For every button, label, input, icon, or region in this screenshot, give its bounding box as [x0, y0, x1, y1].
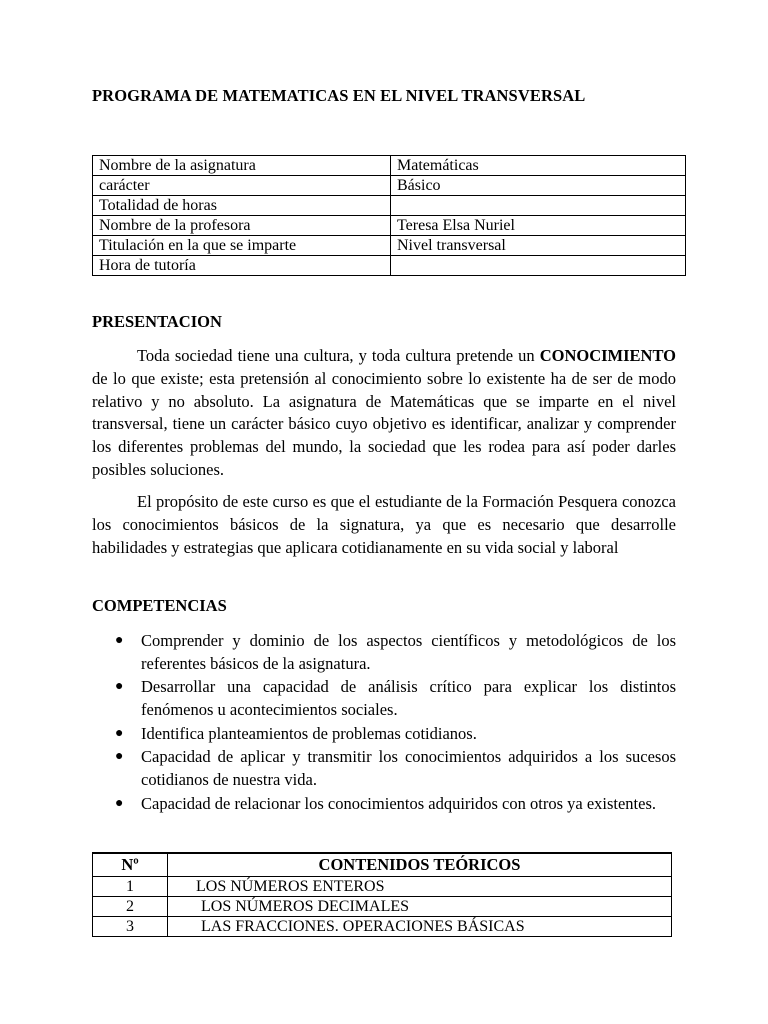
row-number: 3 [93, 917, 168, 937]
info-value: Teresa Elsa Nuriel [391, 216, 686, 236]
info-value [391, 256, 686, 276]
presentacion-paragraph-1 [92, 345, 676, 482]
info-value: Nivel transversal [391, 236, 686, 256]
course-info-table [92, 155, 686, 276]
contenidos-table [92, 852, 672, 937]
list-item [92, 793, 676, 816]
table-row [93, 236, 686, 256]
list-item-text: Identifica planteamientos de problemas cotidianos. [141, 723, 477, 743]
table-row [93, 156, 686, 176]
list-item [92, 630, 676, 676]
row-title: LOS NÚMEROS ENTEROS [168, 877, 672, 897]
info-label: Titulación en la que se imparte [93, 236, 391, 256]
bullet-icon: ● [115, 633, 124, 648]
list-item [92, 676, 676, 722]
info-value: Básico [391, 176, 686, 196]
table-row [93, 877, 672, 897]
info-label: Nombre de la profesora [93, 216, 391, 236]
row-number: 2 [93, 897, 168, 917]
column-header-num: Nº [93, 853, 168, 877]
presentacion-heading: PRESENTACION [92, 312, 222, 331]
paragraph-text: Toda sociedad tiene una cultura, y toda cultura pretende un [137, 346, 535, 365]
table-header-row [93, 853, 672, 877]
bold-term: CONOCIMIENTO [539, 346, 676, 365]
info-value: Matemáticas [391, 156, 686, 176]
bullet-icon: ● [115, 725, 124, 741]
info-label: Totalidad de horas [93, 196, 391, 216]
info-label: Nombre de la asignatura [93, 156, 391, 176]
competencias-heading: COMPETENCIAS [92, 596, 227, 615]
row-title: LOS NÚMEROS DECIMALES [168, 897, 672, 917]
document-title: PROGRAMA DE MATEMATICAS EN EL NIVEL TRANSVERSAL [92, 86, 586, 105]
list-item-text: Comprender y dominio de los aspectos científicos y metodológicos de los referentes básicos de la asignatura. [141, 631, 676, 673]
table-row [93, 216, 686, 236]
table-row [93, 196, 686, 216]
table-row [93, 176, 686, 196]
competencias-list [92, 630, 676, 816]
list-item [92, 723, 676, 746]
info-label: Hora de tutoría [93, 256, 391, 276]
bullet-icon: ● [115, 679, 124, 695]
paragraph-text: de lo que existe; esta pretensión al conocimiento sobre lo existente ha de ser de modo relativo y no absoluto. La asignatura de Matemáticas que se imparte en el nivel transversal, tiene un carácter básico cuyo objetivo es identificar, analizar y comprender los diferentes problemas del mundo, la sociedad que les rodea para así poder darles posibles soluciones. [92, 368, 676, 479]
row-title: LAS FRACCIONES. OPERACIONES BÁSICAS [168, 917, 672, 937]
list-item-text: Capacidad de relacionar los conocimientos adquiridos con otros ya existentes. [141, 793, 657, 813]
table-row [93, 897, 672, 917]
presentacion-paragraph-2 [92, 491, 676, 559]
list-item-text: Capacidad de aplicar y transmitir los conocimientos adquiridos a los sucesos cotidianos de nuestra vida. [141, 747, 676, 790]
column-header-title: CONTENIDOS TEÓRICOS [168, 853, 672, 877]
row-number: 1 [93, 877, 168, 897]
list-item-text: Desarrollar una capacidad de análisis crítico para explicar los distintos fenómenos u acontecimientos sociales. [141, 677, 676, 720]
table-row [93, 917, 672, 937]
table-row [93, 256, 686, 276]
paragraph-text: El propósito de este curso es que el estudiante de la Formación Pesquera conozca los conocimientos básicos de la signatura, ya que es necesario que desarrolle habilidades y estrategias que aplicara cotidianamente en su vida social y laboral [92, 492, 676, 557]
bullet-icon: ● [115, 795, 124, 811]
info-value [391, 196, 686, 216]
list-item [92, 746, 676, 792]
info-label: carácter [93, 176, 391, 196]
bullet-icon: ● [115, 749, 124, 765]
